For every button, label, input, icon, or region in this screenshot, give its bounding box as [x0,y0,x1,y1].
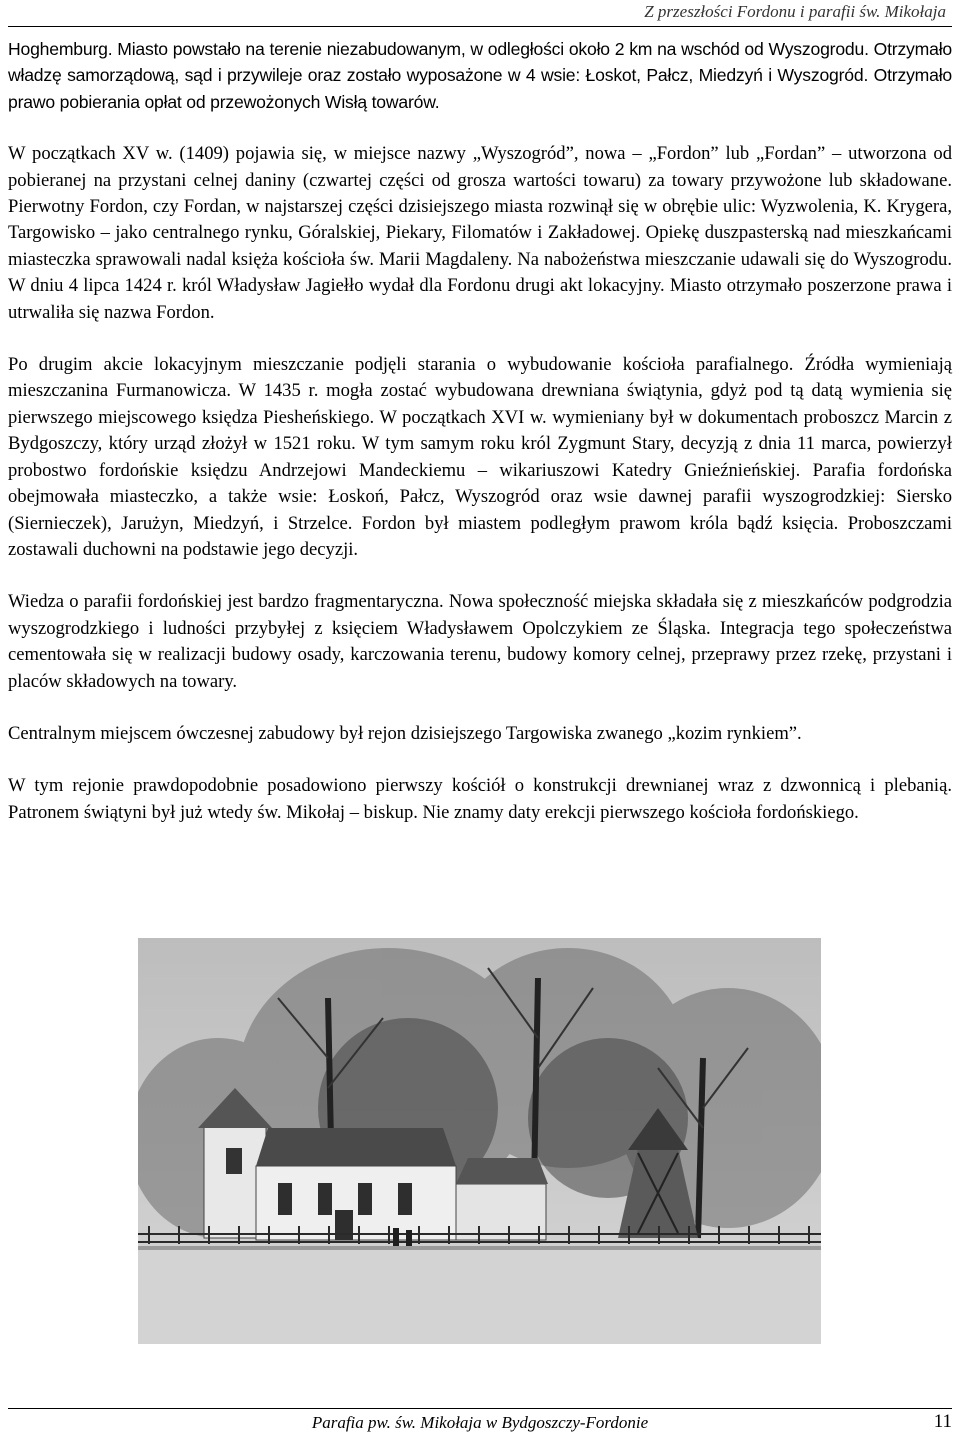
footer-publication: Parafia pw. św. Mikołaja w Bydgoszczy-Fordonie [311,1413,649,1432]
paragraph-1: Hoghemburg. Miasto powstało na terenie niezabudowanym, w odległości około 2 km na wschód od Wyszogrodu. Otrzymało władzę samorządową, sąd i przywileje oraz zostało wyposażone w 4 wsie: Łoskot, Pałcz, Miedzyń i Wyszogród. Otrzymało prawo pobierania opłat od przewożonych Wisłą towarów. [8,39,952,112]
running-header: Z przeszłości Fordonu i parafii św. Mikołaja [644,2,946,21]
page-number: 11 [933,1411,952,1432]
footer-rule [8,1408,952,1409]
header-rule [8,26,952,27]
paragraph-5: Centralnym miejscem ówczesnej zabudowy był rejon dzisiejszego Targowiska zwanego „kozim rynkiem”. [8,722,802,744]
body-text [8,36,952,852]
paragraph-6: W tym rejonie prawdopodobnie posadowiono pierwszy kościół o konstrukcji drewnianej wraz z dzwonnicą i plebanią. Patronem świątyni był już wtedy św. Mikołaj – biskup. Nie znamy daty erekcji pierwszego kościoła fordońskiego. [8,775,952,823]
paragraph-4: Wiedza o parafii fordońskiej jest bardzo fragmentaryczna. Nowa społeczność miejska składała się z mieszkańców podgrodzia wyszogrodzkiego i ludności przybyłej z księciem Władysławem Opolczykiem ze Śląska. Integracja tego społeczeństwa cementowała się w realizacji budowy osady, karczowania terenu, budowy komory celnej, przeprawy przez rzekę, przystani i placów składowych na towary. [8,591,952,692]
paragraph-3: Po drugim akcie lokacyjnym mieszczanie podjęli starania o wybudowanie kościoła parafialnego. Źródła wymieniają mieszczanina Furmanowicza. W 1435 r. mogła zostać wybudowana drewniana świątynia, gdyż pod tą datą wymienia się pierwszego miejscowego księdza Piesheńskiego. W początkach XVI w. wymieniany był w dokumentach proboszcz Marcin z Bydgoszczy, który urząd złożył w 1521 roku. W tym samym roku król Zygmunt Stary, decyzją z dnia 11 marca, powierzył probostwo fordońskie księdzu Andrzejowi Mandeckiemu – wikariuszowi Katedry Gnieźnieńskiej. Parafia fordońska obejmowała miasteczko, a także wsie: Łoskoń, Pałcz, Wyszogród oraz wsie dawnej parafii wyszogrodzkiej: Siersko (Siernieczek), Jarużyn, Miedzyń, i Strzelce. Fordon był miastem podległym prawom króla bądź księcia. Proboszczami zostawali duchowni na podstawie jego decyzji. [8,354,952,560]
paragraph-2: W początkach XV w. (1409) pojawia się, w miejsce nazwy „Wyszogród”, nowa – „Fordon” lub „Fordan” – utworzona od pobieranej na przystani celnej daniny (czwartej części od grosza wartości towaru) za towary przywożone lub składowane. Pierwotny Fordon, czy Fordan, w najstarszej części dzisiejszego miasta rozwinął się w obrębie ulic: Wyzwolenia, K. Krygera, Targowisko – jako centralnego rynku, Góralskiej, Piekary, Filomatów i Zakładowej. Opiekę duszpasterską nad mieszkańcami miasteczka sprawowali nadal księża kościoła św. Marii Magdaleny. Na nabożeństwa mieszczanie udawali się do Wyszogrodu. W dniu 4 lipca 1424 r. król Władysław Jagiełło wydał dla Fordonu drugi akt lokacyjny. Miasto otrzymało poszerzone prawa i utrwaliła się nazwa Fordon. [8,143,952,323]
church-photograph [138,938,821,1344]
